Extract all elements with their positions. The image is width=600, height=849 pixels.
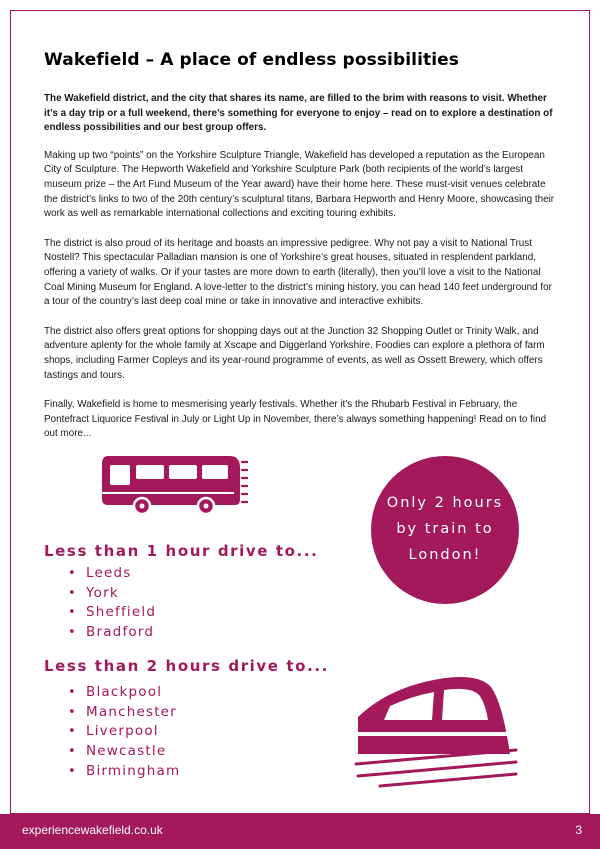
list-item: • Leeds bbox=[68, 564, 156, 584]
list-item: • Manchester bbox=[68, 703, 180, 723]
bullet-icon: • bbox=[68, 724, 77, 740]
bullet-icon: • bbox=[68, 744, 77, 760]
bullet-icon: • bbox=[68, 763, 77, 779]
bus-icon bbox=[98, 452, 248, 520]
badge-line-3: London! bbox=[408, 547, 482, 563]
drive-1-hour-list bbox=[68, 564, 156, 643]
train-icon bbox=[350, 672, 520, 792]
paragraph-sculpture: Making up two “points” on the Yorkshire Sculpture Triangle, Wakefield has developed a reputation as the European City of Sculpture. The Hepworth Wakefield and Yorkshire Sculpture Park (both recipients of the world’s largest museum prize – the Art Fund Museum of the Year award) have their home here. These must-visit venues celebrate the district’s links to two of the 20th century’s sculptural titans, Barbara Hepworth and Henry Moore, showcasing their work as well as remarkable international collections and exciting touring exhibits. bbox=[44, 149, 555, 220]
bullet-icon: • bbox=[68, 585, 77, 601]
drive-2-hours-heading: Less than 2 hours drive to... bbox=[44, 657, 329, 675]
list-item: • Liverpool bbox=[68, 722, 180, 742]
list-item: • Birmingham bbox=[68, 762, 180, 782]
list-item: • Bradford bbox=[68, 623, 156, 643]
list-item: • Sheffield bbox=[68, 603, 156, 623]
list-item: • Newcastle bbox=[68, 742, 180, 762]
bullet-icon: • bbox=[68, 605, 77, 621]
footer-website-link[interactable]: experiencewakefield.co.uk bbox=[22, 823, 163, 837]
intro-paragraph: The Wakefield district, and the city that shares its name, are filled to the brim with reasons to visit. Whether it’s a day trip or a full weekend, there’s something for everyone to enjoy – read on to explore a destination of endless possibilities and our best group offers. bbox=[44, 93, 553, 134]
bullet-icon: • bbox=[68, 685, 77, 700]
badge-line-1: Only 2 hours bbox=[386, 495, 504, 511]
drive-1-hour-heading: Less than 1 hour drive to... bbox=[44, 542, 319, 560]
bullet-icon: • bbox=[68, 704, 77, 720]
badge-line-2: by train to bbox=[396, 521, 494, 537]
page-number: 3 bbox=[575, 823, 582, 837]
drive-2-hours-list bbox=[68, 683, 180, 782]
page-title: Wakefield – A place of endless possibilities bbox=[44, 50, 460, 70]
list-item: • York bbox=[68, 584, 156, 604]
paragraph-heritage: The district is also proud of its heritage and boasts an impressive pedigree. Why not pay a visit to National Trust Nostell? This spectacular Palladian mansion is one of Yorkshire’s great houses, situated in resplendent parkland, offering a variety of walks. Or if your tastes are more down to earth (literally), then you’ll love a visit to the National Coal Mining Museum for England. A love-letter to the district’s mining history, you can head 140 feet underground for a tour of the country’s last deep coal mine or take in innovative and interactive exhibits. bbox=[44, 237, 552, 308]
paragraph-shopping: The district also offers great options for shopping days out at the Junction 32 Shopping Outlet or Trinity Walk, and adventure aplenty for the whole family at Xscape and Diggerland Yorkshire. Foodies can explore a plethora of farm shops, including Farmer Copleys and its year-round programme of events, as well as Ossett Brewery, which offers tastings and tours. bbox=[44, 325, 545, 381]
list-item: • Blackpool bbox=[68, 683, 180, 703]
bullet-icon: • bbox=[68, 625, 77, 641]
train-time-badge bbox=[371, 456, 519, 604]
footer bbox=[0, 814, 600, 849]
bullet-icon: • bbox=[68, 566, 77, 581]
paragraph-festivals: Finally, Wakefield is home to mesmerising yearly festivals. Whether it’s the Rhubarb Festival in February, the Pontefract Liquorice Festival in July or Light Up in November, there’s always something happening! Read on to find out more... bbox=[44, 399, 547, 440]
article bbox=[44, 50, 558, 457]
